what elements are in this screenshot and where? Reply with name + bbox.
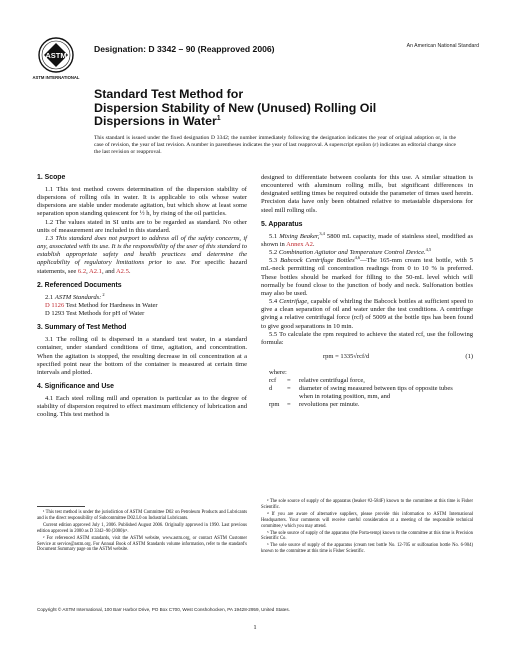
document-title [94, 88, 394, 129]
reference-d1293: D 1293 Test Methods for pH of Water [45, 310, 145, 318]
link-annex-a2[interactable]: Annex A2 [286, 240, 313, 248]
equation-number: (1) [465, 352, 473, 360]
left-column [37, 174, 247, 419]
section-heading-summary: 3. Summary of Test Method [37, 324, 127, 332]
para-1-3: 1.3 This standard does not purport to address all of the safety concerns, if any, associated with its use. It is the responsibility of the user of this standard to establish appropriate safety and health practices and determine the applicability of regulatory limitations prior to use. For specific hazard statements, see 6.2, A2.1, and A2.5. [37, 234, 247, 275]
para-5-4: 5.4 Centrifuge, capable of whirling the Babcock bottles at sufficient speed to give a clean separation of oil and water under the test conditions. A centrifuge giving a relative centrifugal force (rcf) of 5009 at the bottle tips has been found to give good separations in 10 min. [261, 298, 474, 330]
para-4-1: 4.1 Each steel rolling mill and operation is particular as to the degree of stability of dispersion required to effect maximum efficiency of lubrication and cooling. This test method is [37, 394, 247, 419]
footnote-6: ⁶ The sole source of supply of the apparatus (cream test bottle No. 12-705 or sulfonation bottle No. 6-904) known to the committee at this time is Fisher Scientific. [261, 543, 473, 555]
footnote-5: ⁵ The sole source of supply of the apparatus (the Porta-temp) known to the committee at this time is Precision Scientific Co. [261, 530, 473, 542]
rpm-equation [261, 353, 473, 361]
footnotes-right [261, 499, 473, 556]
footnote-1: ¹ This test method is under the jurisdiction of ASTM Committee D02 on Petroleum Products and Lubricants and is the direct responsibility of Subcommittee D02.L0 on Industrial Lubricants. [37, 510, 247, 521]
para-5-5: 5.5 To calculate the rpm required to achieve the stated rcf, use the following formula: [261, 330, 473, 346]
para-3-1: 3.1 The rolling oil is dispersed in a standard test water, in a standard container, under standard conditions of time, agitation, and concentration. When the agitation is stopped, the resulting decrease in oil concentration at a specified point near the bottom of the container is measured at certain time intervals and plotted. [37, 336, 247, 376]
reference-d1126: D 1126 Test Method for Hardness in Water [45, 301, 158, 309]
para-5-2: 5.2 Combination Agitator and Temperature Control Device.$^{4,5}$ [269, 246, 432, 257]
definition-d: d = diameter of swing measured between tips of opposite tubes when in rotating position, mm, and [269, 385, 453, 401]
section-heading-referenced-documents: 2. Referenced Documents [37, 281, 122, 289]
page-number: 1 [253, 624, 257, 631]
para-2-1: 2.1 ASTM Standards: $^2$ [45, 291, 105, 301]
designation: Designation: D 3342 – 90 (Reapproved 2006) [94, 44, 275, 54]
definition-rpm: rpm = revolutions per minute. [269, 401, 360, 409]
link-a2-5[interactable]: A2.5 [115, 267, 129, 275]
para-5-1: 5.1 Mixing Beaker,$^{3,4}$ 5800 mL capacity, made of stainless steel, modified as shown in Annex A2. [261, 230, 474, 248]
astm-logo-icon [31, 33, 81, 83]
title-line-2: Dispersion Stability of New (Unused) Rolling Oil [94, 100, 377, 115]
title-line-1: Standard Test Method for [94, 87, 244, 101]
para-1-2: 1.2 The values stated in SI units are to be regarded as standard. No other units of measurement are included in this standard. [37, 218, 247, 234]
definition-rcf: rcf = relative centrifugal force, [269, 377, 365, 385]
svg-text:ASTM: ASTM [45, 51, 67, 60]
equation-body: rpm = 1335√rcf/d [323, 352, 370, 360]
title-line-3: Dispersions in Water$^1$ [94, 114, 221, 129]
right-column [261, 174, 473, 409]
where-label: where: [269, 369, 287, 377]
footnotes-left [37, 506, 247, 554]
section-heading-apparatus: 5. Apparatus [261, 220, 303, 228]
para-1-1: 1.1 This test method covers determination of the dispersion stability of dispersions of rolling oils in water. It is applicable to oils whose water dispersions are stable under moderate agitation, but which show at least some separation upon standing quiescent for ½ h, by rising of the oil particles. [37, 186, 247, 218]
para-4-1-continued: designed to differentiate between coolants for this use. A similar situation is encountered with aluminum rolling mills, but significant differences in designated settling times be required outside the parameter of times used herein. Precision data have only been obtained relative to metastable dispersions for steel mill rolling oils. [261, 174, 473, 214]
astm-logo [31, 33, 81, 83]
link-a2-1[interactable]: A2.1 [89, 267, 102, 275]
footnote-rule [37, 506, 85, 507]
footnote-2: ² For referenced ASTM standards, visit the ASTM website, www.astm.org, or contact ASTM Customer Service at service@astm.org. For Annual Book of ASTM Standards volume information, refer to the standard's Document Summary page on the ASTM website. [37, 535, 247, 553]
copyright-line: Copyright © ASTM International, 100 Barr Harbor Drive, PO Box C700, West Conshohocken, PA 19428-2959, United States. [37, 607, 290, 612]
section-heading-significance: 4. Significance and Use [37, 382, 114, 390]
section-heading-scope: 1. Scope [37, 174, 66, 181]
american-national-standard-label: An American National Standard [406, 43, 479, 49]
svg-text:ASTM INTERNATIONAL: ASTM INTERNATIONAL [32, 75, 80, 80]
issuance-notice: This standard is issued under the fixed designation D 3342; the number immediately following the designation indicates the year of original adoption or, in the case of revision, the year of last revision. A number in parentheses indicates the year of last reapproval. A superscript epsilon (ε) indicates an editorial change since the last revision or reapproval. [94, 135, 456, 156]
footnote-1b: Current edition approved July 1, 2006. Published August 2006. Originally approved in 1990. Last previous edition approved in 2000 as D 3342–90 (2000)ε¹. [37, 522, 247, 534]
footnote-4: ⁴ If you are aware of alternative suppliers, please provide this information to ASTM International Headquarters. Your comments will receive careful consideration at a meeting of the responsible technical committee,¹ which you may attend. [261, 511, 473, 529]
para-5-3: 5.3 Babcock Centrifuge Bottles$^{4,6}$—The 165-mm cream test bottle, with 5 mL-neck permitting oil concentration readings from 0 to 10 % is preferred. These bottles should be marked for filling to the 50-mL level which will normally be found close to the junction of body and neck. Sulfonation bottles may also be used. [261, 255, 473, 297]
link-6-2[interactable]: 6.2 [77, 267, 87, 275]
footnote-3: ³ The sole source of supply of the apparatus (beaker #2-584F) known to the committee at this time is Fisher Scientific. [261, 499, 473, 510]
title-footnote-mark: 1 [216, 115, 221, 123]
link-d1126[interactable]: D 1126 [45, 301, 65, 309]
